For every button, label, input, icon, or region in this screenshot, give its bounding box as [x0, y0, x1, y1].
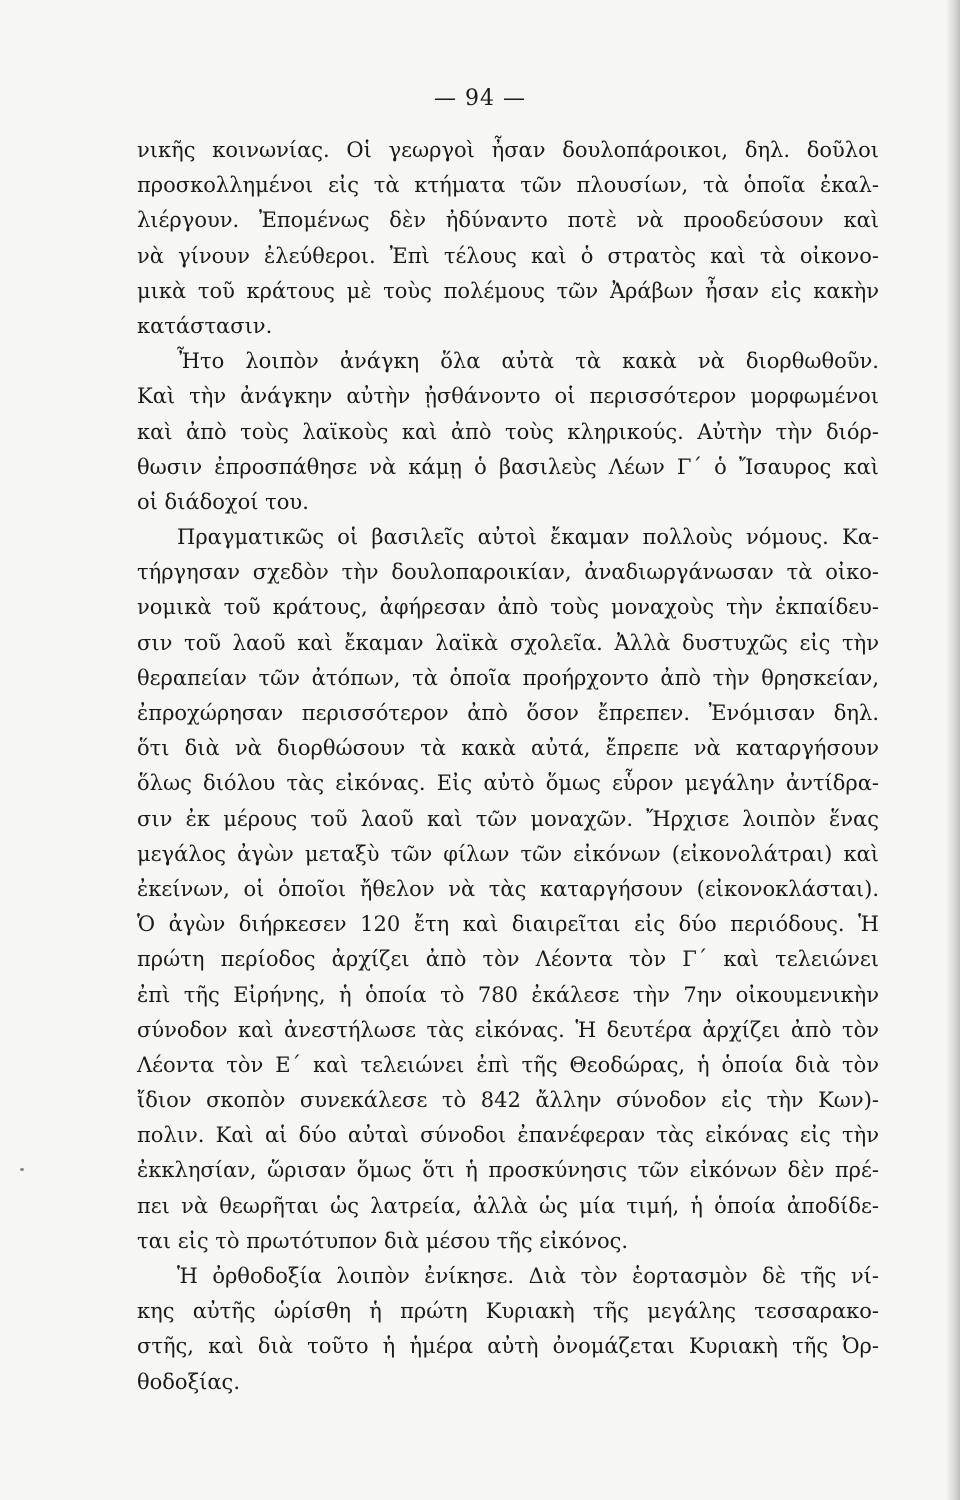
- text-line: ἐκκλησίαν, ὥρισαν ὅμως ὅτι ἡ προσκύνησις τῶν εἰκόνων δὲν πρέ-: [137, 1158, 879, 1183]
- text-line: λιέργουν. Ἐπομένως δὲν ἠδύναντο ποτὲ νὰ προοδεύσουν καὶ: [137, 208, 879, 233]
- text-line: νὰ γίνουν ἐλεύθεροι. Ἐπὶ τέλους καὶ ὁ στρατὸς καὶ τὰ οἰκονο-: [137, 243, 879, 268]
- text-line: τήργησαν σχεδὸν τὴν δουλοπαροικίαν, ἀναδιωργάνωσαν τὰ οἰκο-: [137, 560, 879, 585]
- text-line: ἐπὶ τῆς Εἰρήνης, ἡ ὁποία τὸ 780 ἐκάλεσε τὴν 7ην οἰκουμενικὴν: [137, 982, 879, 1007]
- ink-speck: [20, 1168, 24, 1171]
- text-line: ὅτι διὰ νὰ διορθώσουν τὰ κακὰ αὐτά, ἔπρεπε νὰ καταργήσουν: [137, 736, 879, 761]
- text-line: μικὰ τοῦ κράτους μὲ τοὺς πολέμους τῶν Ἀράβων ἦσαν εἰς κακὴν: [137, 278, 879, 303]
- text-line: πρώτη περίοδος ἀρχίζει ἀπὸ τὸν Λέοντα τὸν Γ΄ καὶ τελειώνει: [137, 947, 879, 972]
- paragraph-start-line: Ἦτο λοιπὸν ἀνάγκη ὅλα αὐτὰ τὰ κακὰ νὰ διορθωθοῦν.: [177, 349, 879, 374]
- text-line: πει νὰ θεωρῆται ὡς λατρεία, ἀλλὰ ὡς μία τιμή, ἡ ὁποία ἀποδίδε-: [137, 1193, 879, 1218]
- text-line: σιν ἐκ μέρους τοῦ λαοῦ καὶ τῶν μοναχῶν. Ἤρχισε λοιπὸν ἕνας: [137, 806, 879, 831]
- text-line: ἐπροχώρησαν περισσότερον ἀπὸ ὅσον ἔπρεπεν. Ἐνόμισαν δηλ.: [137, 701, 879, 725]
- paragraph-start-line: Πραγματικῶς οἱ βασιλεῖς αὐτοὶ ἔκαμαν πολλοὺς νόμους. Κα-: [177, 525, 879, 550]
- page-number: — 94 —: [434, 86, 526, 111]
- text-line: ἐκείνων, οἱ ὁποῖοι ἤθελον νὰ τὰς καταργήσουν (εἰκονοκλάσται).: [137, 876, 879, 901]
- paragraph-start-line: Ἡ ὀρθοδοξία λοιπὸν ἐνίκησε. Διὰ τὸν ἑορτασμὸν δὲ τῆς νί-: [177, 1264, 879, 1288]
- text-line: θεραπείαν τῶν ἀτόπων, τὰ ὁποῖα προήρχοντο ἀπὸ τὴν θρησκείαν,: [137, 665, 879, 690]
- page-edge-shadow: [946, 0, 960, 1500]
- text-line: σύνοδον καὶ ἀνεστήλωσε τὰς εἰκόνας. Ἡ δευτέρα ἀρχίζει ἀπὸ τὸν: [137, 1017, 879, 1042]
- text-line: ἴδιον σκοπὸν συνεκάλεσε τὸ 842 ἄλλην σύνοδον εἰς τὴν Κων)-: [137, 1088, 879, 1113]
- text-line: κης αὐτῆς ὡρίσθη ἡ πρώτη Κυριακὴ τῆς μεγάλης τεσσαρακο-: [137, 1299, 879, 1324]
- text-line: κατάστασιν.: [137, 313, 273, 338]
- text-line: προσκολλημένοι εἰς τὰ κτήματα τῶν πλουσίων, τὰ ὁποῖα ἐκαλ-: [137, 173, 879, 198]
- text-line: ὅλως διόλου τὰς εἰκόνας. Εἰς αὐτὸ ὅμως εὗρον μεγάλην ἀντίδρα-: [137, 771, 879, 796]
- text-line: καὶ ἀπὸ τοὺς λαϊκοὺς καὶ ἀπὸ τοὺς κληρικούς. Αὐτὴν τὴν διόρ-: [137, 419, 879, 444]
- text-line: μεγάλος ἀγὼν μεταξὺ τῶν φίλων τῶν εἰκόνων (εἰκονολάτραι) καὶ: [137, 841, 879, 866]
- text-line: ται εἰς τὸ πρωτότυπον διὰ μέσου τῆς εἰκόνος.: [137, 1228, 629, 1253]
- text-line: οἱ διάδοχοί του.: [137, 489, 309, 514]
- body-text: [137, 133, 879, 1400]
- text-line: θωσιν ἐπροσπάθησε νὰ κάμῃ ὁ βασιλεὺς Λέων Γ΄ ὁ Ἴσαυρος καὶ: [137, 454, 879, 479]
- text-line: πολιν. Καὶ αἱ δύο αὐταὶ σύνοδοι ἐπανέφεραν τὰς εἰκόνας εἰς τὴν: [137, 1123, 879, 1148]
- text-line: στῆς, καὶ διὰ τοῦτο ἡ ἡμέρα αὐτὴ ὀνομάζεται Κυριακὴ τῆς Ὀρ-: [137, 1334, 879, 1359]
- text-line: σιν τοῦ λαοῦ καὶ ἔκαμαν λαϊκὰ σχολεῖα. Ἀλλὰ δυστυχῶς εἰς τὴν: [137, 630, 879, 655]
- text-line: Λέοντα τὸν Ε΄ καὶ τελειώνει ἐπὶ τῆς Θεοδώρας, ἡ ὁποία διὰ τὸν: [137, 1052, 879, 1077]
- text-line: νομικὰ τοῦ κράτους, ἀφήρεσαν ἀπὸ τοὺς μοναχοὺς τὴν ἐκπαίδευ-: [137, 595, 879, 620]
- text-line: θοδοξίας.: [137, 1369, 240, 1394]
- text-line: Καὶ τὴν ἀνάγκην αὐτὴν ᾐσθάνοντο οἱ περισσότερον μορφωμένοι: [137, 384, 879, 409]
- text-line: Ὁ ἀγὼν διήρκεσεν 120 ἔτη καὶ διαιρεῖται εἰς δύο περιόδους. Ἡ: [137, 912, 879, 937]
- text-line: νικῆς κοινωνίας. Οἱ γεωργοὶ ἦσαν δουλοπάροικοι, δηλ. δοῦλοι: [137, 138, 879, 162]
